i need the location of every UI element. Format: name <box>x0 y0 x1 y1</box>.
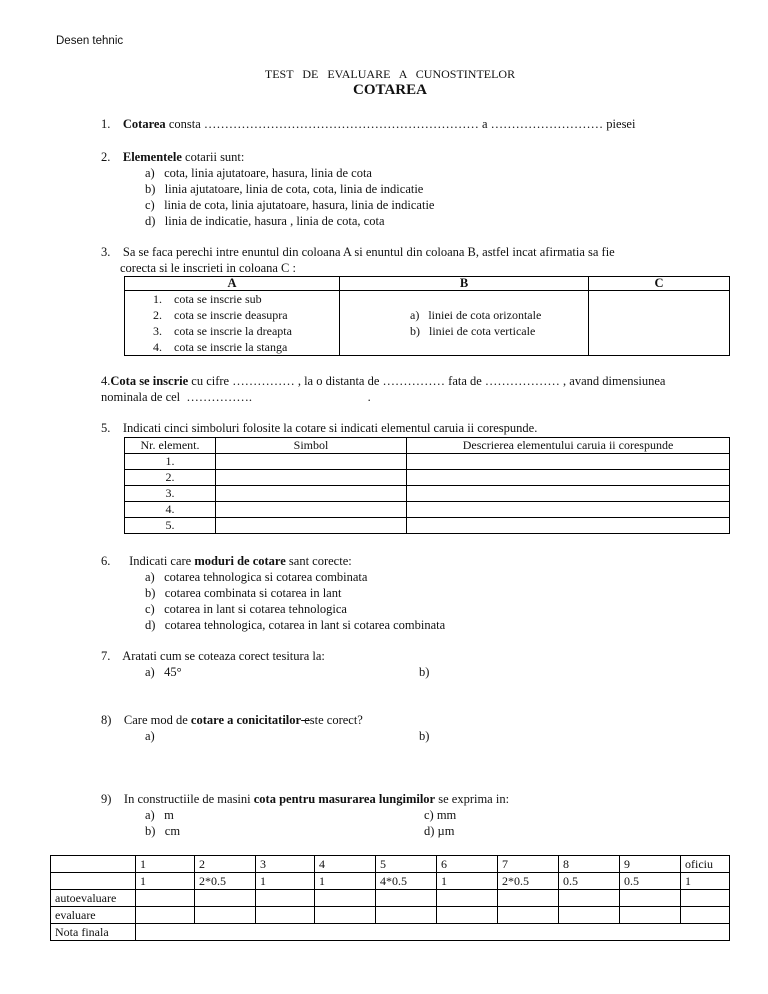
col-header: 2 <box>195 856 256 873</box>
score-cell[interactable] <box>498 890 559 907</box>
symbol-cell[interactable] <box>216 470 407 486</box>
points-label-cell <box>51 873 136 890</box>
document-header: Desen tehnic <box>56 35 124 47</box>
q3-number: 3. <box>101 245 111 259</box>
question-6 <box>101 554 352 569</box>
row-number: 1. <box>125 454 216 470</box>
col-header: 4 <box>315 856 376 873</box>
score-cell[interactable] <box>136 890 195 907</box>
q9-option-d: d) µm <box>424 824 455 838</box>
a-item: 2. cota se inscrie deasupra <box>153 308 288 322</box>
score-cell[interactable] <box>559 907 620 924</box>
q7-option-a: a) 45° <box>145 665 182 679</box>
description-cell[interactable] <box>407 502 730 518</box>
q9-text1: In constructiile de masini <box>123 792 254 806</box>
q9-option-c: c) mm <box>424 808 457 822</box>
score-cell[interactable] <box>559 890 620 907</box>
score-cell[interactable] <box>256 907 315 924</box>
test-title: COTAREA <box>353 82 427 98</box>
q3-text-line1: Sa se faca perechi intre enuntul din coloana A si enuntul din coloana B, astfel incat afirmatia sa fie <box>122 245 615 259</box>
col-header: oficiu <box>681 856 730 873</box>
points-cell: 1 <box>256 873 315 890</box>
col-header: 5 <box>376 856 437 873</box>
q7-number: 7. <box>101 649 111 663</box>
col-b-header: B <box>340 277 589 291</box>
q2-text: cotarii sunt: <box>181 150 245 164</box>
col-header: 7 <box>498 856 559 873</box>
description-cell[interactable] <box>407 454 730 470</box>
col-b-cell <box>340 291 589 356</box>
q8-strike: e <box>301 713 310 727</box>
points-cell: 0.5 <box>620 873 681 890</box>
q4-text-line2: nominala de cel ……………. . <box>101 390 371 404</box>
q6-option: c) cotarea in lant si cotarea tehnologica <box>145 602 347 616</box>
q6-option: b) cotarea combinata si cotarea in lant <box>145 586 342 600</box>
symbol-cell[interactable] <box>216 502 407 518</box>
question-9 <box>101 792 509 807</box>
question-3 <box>101 245 615 260</box>
a-item: 3. cota se inscrie la dreapta <box>153 324 292 338</box>
col-header: 9 <box>620 856 681 873</box>
score-cell[interactable] <box>498 907 559 924</box>
q8-text1: Care mod de <box>123 713 191 727</box>
q1-number: 1. <box>101 117 111 131</box>
points-cell: 0.5 <box>559 873 620 890</box>
question-8 <box>101 713 363 728</box>
score-cell[interactable] <box>681 907 730 924</box>
q6-text1: Indicati care <box>129 554 195 568</box>
q8-option-b: b) <box>419 729 430 743</box>
q1-text: consta ………………………………………………………… a ……………………… piesei <box>165 117 636 131</box>
q8-text2: ste corect? <box>309 713 363 727</box>
symbol-header: Simbol <box>216 438 407 454</box>
question-7 <box>101 649 325 664</box>
question-2 <box>101 150 244 165</box>
score-cell[interactable] <box>620 890 681 907</box>
points-cell: 2*0.5 <box>498 873 559 890</box>
row-number: 2. <box>125 470 216 486</box>
score-cell[interactable] <box>437 890 498 907</box>
col-header: 1 <box>136 856 195 873</box>
q9-option-b: b) cm <box>145 824 181 838</box>
symbols-table <box>124 437 730 534</box>
q5-text: Indicati cinci simboluri folosite la cotare si indicati elementul caruia ii corespunde. <box>122 421 538 435</box>
score-cell[interactable] <box>315 890 376 907</box>
col-a-header: A <box>125 277 340 291</box>
q6-option: d) cotarea tehnologica, cotarea in lant si cotarea combinata <box>145 618 446 632</box>
q8-number: 8) <box>101 713 112 727</box>
score-cell[interactable] <box>681 890 730 907</box>
points-cell: 1 <box>437 873 498 890</box>
q2-number: 2. <box>101 150 111 164</box>
q2-option: b) linia ajutatoare, linia de cota, cota, linia de indicatie <box>145 182 424 196</box>
points-cell: 4*0.5 <box>376 873 437 890</box>
description-cell[interactable] <box>407 518 730 534</box>
score-cell[interactable] <box>256 890 315 907</box>
q8-bold: cotare a conicitatilor <box>190 713 302 727</box>
q9-option-a: a) m <box>145 808 174 822</box>
score-cell[interactable] <box>620 907 681 924</box>
score-cell[interactable] <box>376 890 437 907</box>
col-a-cell <box>125 291 340 356</box>
final-grade-cell[interactable] <box>136 924 730 941</box>
a-item: 1. cota se inscrie sub <box>153 292 262 306</box>
points-cell: 2*0.5 <box>195 873 256 890</box>
q8-option-a: a) <box>145 729 155 743</box>
row-number: 3. <box>125 486 216 502</box>
score-cell[interactable] <box>195 907 256 924</box>
q4-text: cu cifre …………… , la o distanta de …………… fata de ……………… , avand dimensiunea <box>188 374 666 388</box>
score-cell[interactable] <box>376 907 437 924</box>
a-item: 4. cota se inscrie la stanga <box>153 340 288 354</box>
row-number: 5. <box>125 518 216 534</box>
row-label-evaluare: evaluare <box>51 907 136 924</box>
points-cell: 1 <box>681 873 730 890</box>
points-cell: 1 <box>136 873 195 890</box>
q3-text-line2: corecta si le inscrieti in coloana C : <box>120 261 296 275</box>
q6-option: a) cotarea tehnologica si cotarea combinata <box>145 570 368 584</box>
col-c-answer-cell[interactable] <box>589 291 730 356</box>
points-cell: 1 <box>315 873 376 890</box>
q6-bold: moduri de cotare <box>194 554 286 568</box>
col-c-header: C <box>589 277 730 291</box>
q1-bold: Cotarea <box>122 117 166 131</box>
q2-bold: Elementele <box>122 150 182 164</box>
description-cell[interactable] <box>407 486 730 502</box>
row-label-autoevaluare: autoevaluare <box>51 890 136 907</box>
test-title-line: TEST DE EVALUARE A CUNOSTINTELOR <box>264 67 516 81</box>
grading-table <box>50 855 730 941</box>
score-cell[interactable] <box>437 907 498 924</box>
q4-number: 4. <box>101 374 111 388</box>
question-5 <box>101 421 537 436</box>
q6-number: 6. <box>101 554 111 568</box>
score-cell[interactable] <box>136 907 195 924</box>
symbol-cell[interactable] <box>216 454 407 470</box>
score-cell[interactable] <box>195 890 256 907</box>
nr-element-header: Nr. element. <box>125 438 216 454</box>
row-number: 4. <box>125 502 216 518</box>
description-header: Descrierea elementului caruia ii corespunde <box>407 438 730 454</box>
q7-text: Aratati cum se coteaza corect tesitura la: <box>122 649 325 663</box>
q9-text2: se exprima in: <box>435 792 510 806</box>
q5-number: 5. <box>101 421 111 435</box>
symbol-cell[interactable] <box>216 518 407 534</box>
q6-text2: sant corecte: <box>285 554 352 568</box>
question-4 <box>101 374 665 389</box>
b-item: b) liniei de cota verticale <box>410 324 536 338</box>
q9-bold: cota pentru masurarea lungimilor <box>253 792 436 806</box>
col-header: 6 <box>437 856 498 873</box>
q2-option: a) cota, linia ajutatoare, hasura, linia de cota <box>145 166 372 180</box>
row-label-nota-finala: Nota finala <box>51 924 136 941</box>
q2-option: d) linia de indicatie, hasura , linia de cota, cota <box>145 214 385 228</box>
description-cell[interactable] <box>407 470 730 486</box>
col-header: 3 <box>256 856 315 873</box>
symbol-cell[interactable] <box>216 486 407 502</box>
b-item: a) liniei de cota orizontale <box>410 308 542 322</box>
question-1 <box>101 117 635 132</box>
q9-number: 9) <box>101 792 112 806</box>
score-cell[interactable] <box>315 907 376 924</box>
corner-cell <box>51 856 136 873</box>
q4-bold: Cota se inscrie <box>110 374 189 388</box>
q2-option: c) linia de cota, linia ajutatoare, hasura, linia de indicatie <box>145 198 435 212</box>
col-header: 8 <box>559 856 620 873</box>
q7-option-b: b) <box>419 665 430 679</box>
matching-table <box>124 276 730 356</box>
